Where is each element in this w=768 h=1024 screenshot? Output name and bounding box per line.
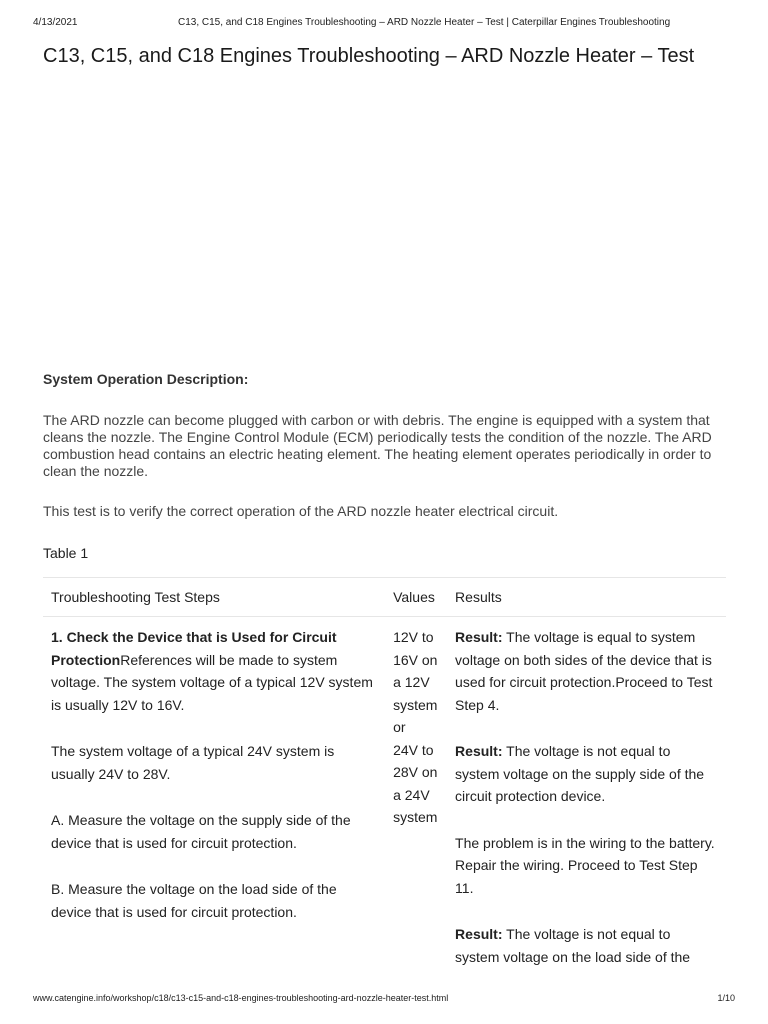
step-a: A. Measure the voltage on the supply side of the device that is used for circuit protection. [51, 812, 351, 851]
result-2 [455, 740, 718, 808]
value-line: 12V to [393, 629, 434, 645]
header-values: Values [385, 578, 447, 617]
result-2-detail: The problem is in the wiring to the battery. Repair the wiring. Proceed to Test Step 11. [455, 834, 715, 896]
value-line: a 12V [393, 674, 430, 690]
value-line: system [393, 696, 438, 713]
result-label: Result: [455, 629, 503, 645]
header-results: Results [447, 578, 726, 617]
value-line: a 24V [393, 786, 430, 803]
step-b: B. Measure the voltage on the load side of the device that is used for circuit protection. [51, 881, 337, 920]
step-1-intro [51, 626, 377, 716]
value-line: system [393, 809, 438, 825]
table-caption: Table 1 [43, 545, 89, 561]
print-date: 4/13/2021 [33, 17, 78, 28]
values-cell [385, 617, 447, 969]
value-line: 16V on [393, 651, 438, 668]
purpose-paragraph: This test is to verify the correct operation of the ARD nozzle heater electrical circuit. [43, 503, 559, 519]
troubleshooting-table [43, 577, 726, 968]
results-cell [447, 617, 726, 969]
print-header [0, 17, 768, 31]
step-1-intro-text: References will be made to system voltage. The system voltage of a typical 12V system is usually 12V to 16V. [51, 651, 373, 713]
value-line: or [393, 719, 406, 735]
page-title: C13, C15, and C18 Engines Troubleshooting – ARD Nozzle Heater – Test [43, 45, 695, 67]
result-1 [455, 626, 718, 716]
table-row [43, 617, 726, 969]
description-paragraph: The ARD nozzle can become plugged with carbon or with debris. The engine is equipped with a system that cleans the nozzle. The Engine Control Module (ECM) periodically tests the condition of the nozzle. The ARD combustion head contains an electric heating element. The heating element operates periodically in order to clean the nozzle. [43, 412, 712, 479]
print-url: www.catengine.info/workshop/c18/c13-c15-and-c18-engines-troubleshooting-ard-nozzle-heater-test.html [33, 993, 449, 1003]
value-line: 24V to [393, 741, 434, 758]
step-1-title: 1. Check the Device that is Used for Circuit Protection [51, 629, 337, 668]
step-24v-note: The system voltage of a typical 24V system is usually 24V to 28V. [51, 743, 335, 782]
steps-cell [43, 617, 385, 969]
result-label: Result: [455, 743, 503, 759]
page-number: 1/10 [717, 993, 735, 1003]
value-line: 28V on [393, 764, 438, 780]
print-doc-title: C13, C15, and C18 Engines Troubleshooting – ARD Nozzle Heater – Test | Caterpillar Engines Troubleshooting [178, 17, 671, 28]
result-3-text: The voltage is not equal to system voltage on the load side of the [455, 926, 691, 965]
result-1-text: The voltage is equal to system voltage on both sides of the device that is used for circuit protection.Proceed to Test Step 4. [455, 629, 713, 713]
result-3 [455, 923, 718, 968]
table-header-row [43, 578, 726, 617]
section-heading: System Operation Description: [43, 371, 249, 387]
result-label: Result: [455, 926, 503, 942]
header-test-steps: Troubleshooting Test Steps [43, 578, 385, 617]
result-2-text: The voltage is not equal to system voltage on the supply side of the circuit protection device. [455, 743, 705, 804]
